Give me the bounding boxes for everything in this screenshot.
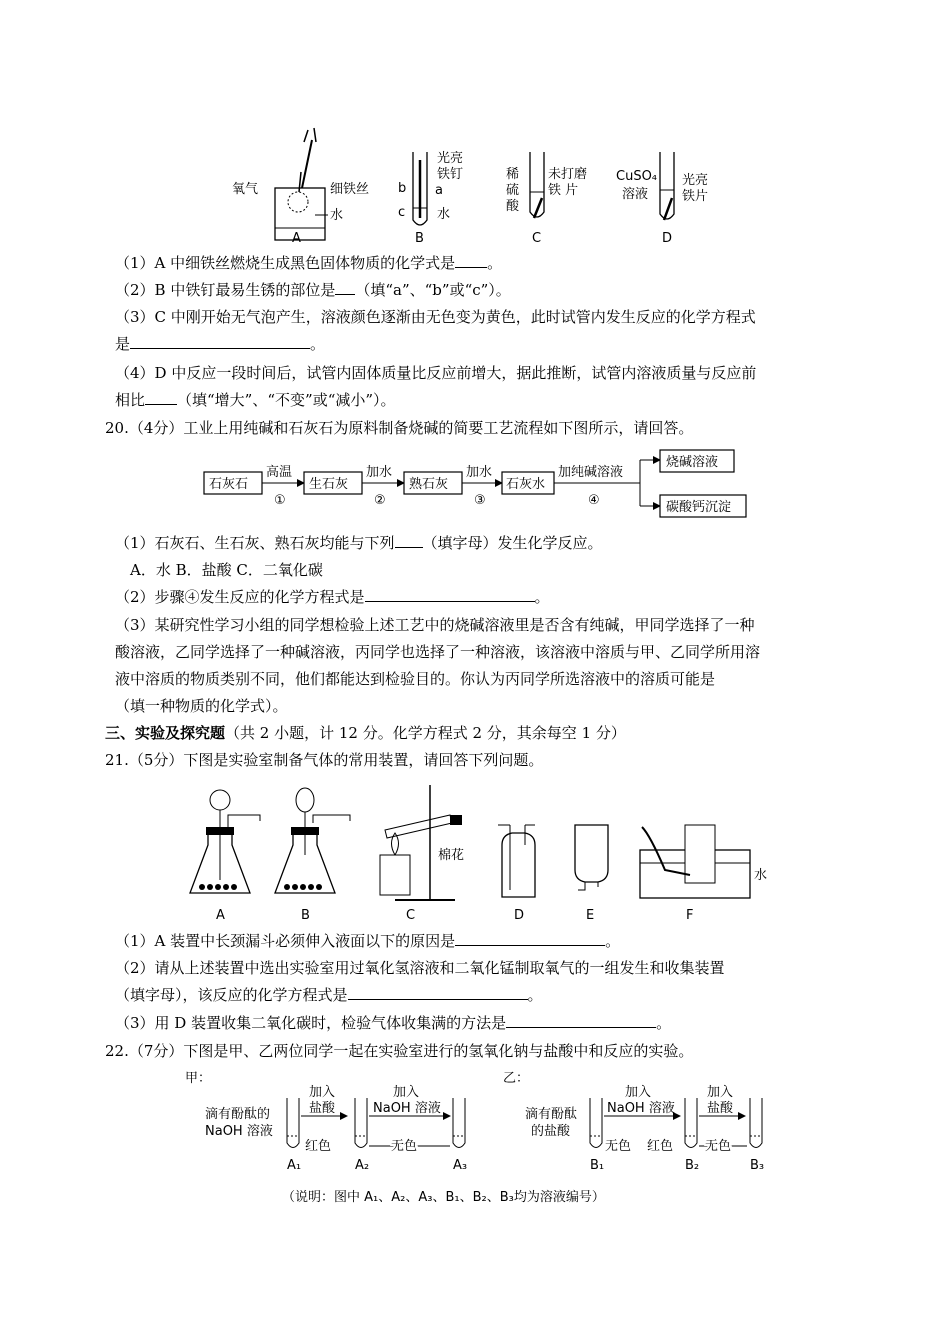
section-3-heading: 三、实验及探究题（共 2 小题，计 12 分。化学方程式 2 分，其余每空 1 分） (105, 724, 626, 742)
q21-part3: （3）用 D 装置收集二氧化碳时，检验气体收集满的方法是 。 (115, 1014, 672, 1032)
apparatus-flask-a (190, 790, 260, 923)
answer-blank[interactable] (455, 931, 605, 946)
yi-colorless-label-2: 无色 (705, 1139, 732, 1154)
apparatus-a (232, 128, 369, 246)
step-limestone: 石灰石 (209, 477, 249, 492)
arrow-label-add-water-1: 加水 (366, 465, 393, 480)
label-b3: B₃ (750, 1158, 765, 1173)
label-apparatus-a: A (216, 908, 225, 923)
yi-colorless-label-1: 无色 (605, 1139, 632, 1154)
label-nail-2: 铁钉 (437, 167, 464, 182)
q21-title: 21.（5分）下图是实验室制备气体的常用装置，请回答下列问题。 (105, 751, 544, 769)
label-solution-d: 溶液 (622, 187, 649, 202)
experiment-jia (185, 1071, 467, 1173)
q21-part2: （2）请从上述装置中选出实验室用过氧化氢溶液和二氧化锰制取氧气的一组发生和收集装置 (115, 959, 725, 977)
label-jia: 甲： (185, 1071, 212, 1086)
label-nail-1: 光亮 (437, 151, 464, 166)
step-lime-water: 石灰水 (506, 477, 546, 492)
yi-add1-line2: NaOH 溶液 (607, 1101, 675, 1116)
q20-part3-line2: 酸溶液，乙同学选择了一种碱溶液，丙同学也选择了一种溶液，该溶液中溶质与甲、乙同学所用溶 (115, 643, 761, 661)
step-number-2: ② (374, 493, 386, 508)
jia-add1-line2: 盐酸 (309, 1101, 336, 1116)
label-b2: B₂ (685, 1158, 700, 1173)
q19-part3: （3）C 中刚开始无气泡产生，溶液颜色逐渐由无色变为黄色，此时试管内发生反应的化学方程式 (115, 308, 756, 326)
product-calcium-carbonate: 碳酸钙沉淀 (666, 500, 732, 515)
q20-title: 20.（4分）工业上用纯碱和石灰石为原料制备烧碱的简要工艺流程如下图所示，请回答。 (105, 419, 694, 437)
product-caustic-soda: 烧碱溶液 (666, 455, 719, 470)
label-c: C (532, 231, 542, 246)
step-number-4: ④ (588, 493, 600, 508)
label-b-point: b (398, 181, 407, 196)
q22-title: 22.（7分）下图是甲、乙两位同学一起在实验室进行的氢氧化钠与盐酸中和反应的实验。 (105, 1042, 694, 1060)
label-unpolished-iron-1: 未打磨 (548, 167, 588, 182)
label-apparatus-d: D (514, 908, 525, 923)
q20-part2: （2）步骤④发生反应的化学方程式是 。 (115, 588, 550, 606)
answer-blank[interactable] (506, 1013, 656, 1028)
label-acid-2: 硫 (506, 183, 520, 198)
apparatus-bottle-e (575, 825, 608, 923)
step-number-1: ① (274, 493, 286, 508)
label-a2: A₂ (355, 1158, 370, 1173)
label-yi: 乙： (503, 1071, 530, 1086)
jia-add2-line1: 加入 (393, 1085, 420, 1100)
answer-blank[interactable] (348, 985, 528, 1000)
yi-start-line1: 滴有酚酞 (525, 1107, 578, 1122)
label-acid-3: 酸 (506, 199, 520, 214)
answer-blank[interactable] (130, 334, 310, 349)
neutralization-figure (185, 1068, 785, 1183)
label-cuso4: CuSO₄ (616, 169, 658, 184)
q19-part3-cont: 是 。 (115, 335, 326, 353)
q20-options: A．水 B．盐酸 C．二氧化碳 (130, 561, 323, 579)
q19-part4: （4）D 中反应一段时间后，试管内固体质量比反应前增大，据此推断，试管内溶液质量与反应前 (115, 364, 757, 382)
q19-part4-cont: 相比 （填“增大”、“不变”或“减小”）。 (115, 391, 396, 409)
label-acid-1: 稀 (506, 167, 520, 182)
label-bright-iron-2: 铁片 (682, 189, 709, 204)
answer-blank[interactable] (145, 390, 177, 405)
yi-add2-line1: 加入 (707, 1085, 734, 1100)
apparatus-b (398, 150, 463, 246)
label-b1: B₁ (590, 1158, 605, 1173)
q21-part1: （1）A 装置中长颈漏斗必须伸入液面以下的原因是 。 (115, 932, 621, 950)
figure-note: （说明：图中 A₁、A₂、A₃、B₁、B₂、B₃均为溶液编号） (282, 1190, 605, 1205)
label-apparatus-b: B (301, 908, 310, 923)
q20-part3-line3: 液中溶质的物质类别不同，他们都能达到检验目的。你认为丙同学所选溶液中的溶质可能是 (115, 670, 716, 688)
arrow-label-add-soda: 加纯碱溶液 (558, 465, 624, 480)
apparatus-flask-b (275, 788, 350, 923)
jia-red-label: 红色 (305, 1139, 332, 1154)
label-a-point: a (435, 183, 443, 198)
q19-part2: （2）B 中铁钉最易生锈的部位是 （填“a”、“b”或“c”）。 (115, 281, 511, 299)
q21-part2-cont: （填字母），该反应的化学方程式是 。 (115, 986, 543, 1004)
step-slaked-lime: 熟石灰 (409, 477, 449, 492)
apparatus-d (616, 152, 708, 246)
label-apparatus-e: E (586, 908, 595, 923)
experiment-yi (503, 1071, 764, 1173)
label-d: D (662, 231, 673, 246)
label-unpolished-iron-2: 铁 片 (548, 183, 579, 198)
label-cotton: 棉花 (438, 848, 465, 863)
answer-blank[interactable] (365, 587, 535, 602)
q20-part1: （1）石灰石、生石灰、熟石灰均能与下列 （填字母）发生化学反应。 (115, 534, 603, 552)
yi-start-line2: 的盐酸 (531, 1124, 571, 1139)
answer-blank[interactable] (455, 253, 487, 268)
label-a: A (292, 231, 301, 246)
step-quicklime: 生石灰 (309, 477, 349, 492)
jia-add2-line2: NaOH 溶液 (373, 1101, 441, 1116)
label-apparatus-c: C (406, 908, 416, 923)
label-apparatus-f: F (686, 908, 694, 923)
answer-blank[interactable] (335, 280, 355, 295)
yi-add1-line1: 加入 (625, 1085, 652, 1100)
label-oxygen: 氧气 (232, 182, 259, 197)
label-iron-wire: 细铁丝 (330, 182, 370, 197)
apparatus-bottle-d (498, 825, 535, 923)
label-a1: A₁ (287, 1158, 302, 1173)
apparatus-c (506, 152, 587, 246)
arrow-label-high-temp: 高温 (266, 465, 293, 480)
yi-red-label: 红色 (647, 1139, 674, 1154)
jia-start-line2: NaOH 溶液 (205, 1124, 273, 1139)
q19-part1: （1）A 中细铁丝燃烧生成黑色固体物质的化学式是 。 (115, 254, 503, 272)
answer-blank[interactable] (395, 533, 423, 548)
label-water-a: 水 (330, 208, 344, 223)
apparatus-trough-f (640, 825, 767, 923)
yi-add2-line2: 盐酸 (707, 1101, 734, 1116)
step-number-3: ③ (474, 493, 486, 508)
iron-experiments-figure (230, 120, 730, 250)
jia-colorless-label: 无色 (391, 1139, 418, 1154)
process-flow-diagram (200, 448, 760, 523)
label-a3: A₃ (453, 1158, 468, 1173)
q20-part3-line1: （3）某研究性学习小组的同学想检验上述工艺中的烧碱溶液里是否含有纯碱，甲同学选择了一种 (115, 616, 755, 634)
gas-apparatus-figure (180, 775, 780, 925)
q20-part3-line4: （填一种物质的化学式）。 (115, 697, 288, 715)
label-water-b: 水 (437, 207, 451, 222)
arrow-label-add-water-2: 加水 (466, 465, 493, 480)
jia-add1-line1: 加入 (309, 1085, 336, 1100)
label-c-point: c (398, 205, 406, 220)
label-b: B (415, 231, 424, 246)
label-water-f: 水 (754, 868, 768, 883)
label-bright-iron-1: 光亮 (682, 173, 709, 188)
jia-start-line1: 滴有酚酞的 (205, 1107, 271, 1122)
apparatus-heating-c (380, 785, 464, 923)
